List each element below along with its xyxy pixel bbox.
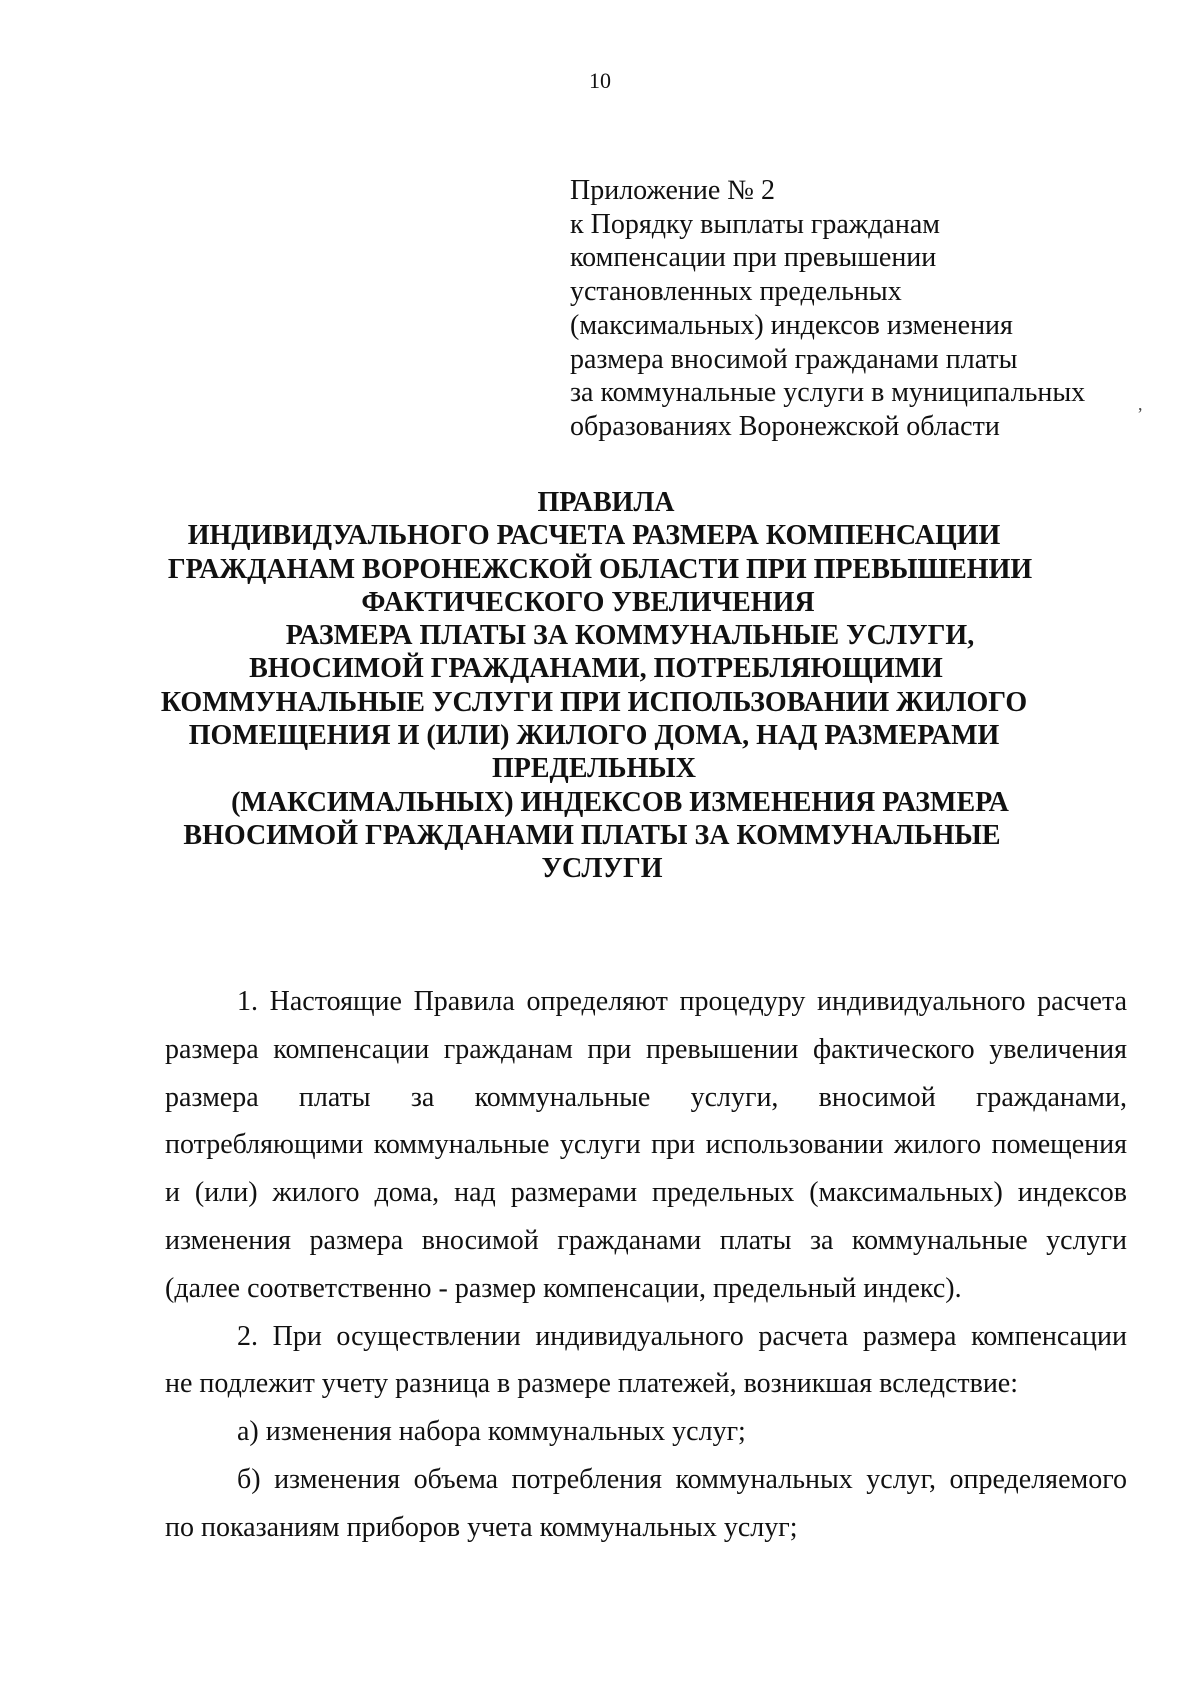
title-line: ПОМЕЩЕНИЯ И (ИЛИ) ЖИЛОГО ДОМА, НАД РАЗМЕРАМИ (188, 720, 1000, 752)
paragraph-line: и (или) жилого дома, над размерами предельных (максимальных) индексов (165, 1177, 1127, 1209)
title-line: (МАКСИМАЛЬНЫХ) ИНДЕКСОВ ИЗМЕНЕНИЯ РАЗМЕРА (231, 786, 1009, 818)
title-line: ВНОСИМОЙ ГРАЖДАНАМИ ПЛАТЫ ЗА КОММУНАЛЬНЫЕ (183, 819, 1001, 851)
appendix-line: установленных предельных (570, 276, 902, 308)
paragraph-line: размера компенсации гражданам при превышении фактического увеличения (165, 1033, 1127, 1065)
document-title (0, 486, 1200, 886)
appendix-reference (570, 174, 1130, 444)
title-line: ФАКТИЧЕСКОГО УВЕЛИЧЕНИЯ (361, 586, 815, 618)
paragraph-line: не подлежит учету разница в размере платежей, возникшая вследствие: (165, 1368, 1019, 1400)
page-number: 10 (589, 68, 611, 93)
title-line: ВНОСИМОЙ ГРАЖДАНАМИ, ПОТРЕБЛЯЮЩИМИ (249, 653, 943, 685)
paragraph-line: 2. При осуществлении индивидуального расчета размера компенсации (237, 1320, 1127, 1352)
list-item: б) изменения объема потребления коммунальных услуг, определяемого (237, 1463, 1127, 1495)
appendix-line: размера вносимой гражданами платы (570, 343, 1018, 375)
paragraph-line: 1. Настоящие Правила определяют процедуру индивидуального расчета (237, 986, 1127, 1017)
title-line: РАЗМЕРА ПЛАТЫ ЗА КОММУНАЛЬНЫЕ УСЛУГИ, (285, 620, 975, 652)
title-line: ИНДИВИДУАЛЬНОГО РАСЧЕТА РАЗМЕРА КОМПЕНСАЦИИ (187, 520, 1001, 552)
paragraph-line: изменения размера вносимой гражданами платы за коммунальные услуги (165, 1224, 1127, 1256)
paragraph-line: потребляющими коммунальные услуги при использовании жилого помещения (165, 1129, 1127, 1161)
title-line: ГРАЖДАНАМ ВОРОНЕЖСКОЙ ОБЛАСТИ ПРИ ПРЕВЫШЕНИИ (167, 553, 1033, 585)
appendix-line: компенсации при превышении (570, 242, 937, 274)
title-line: КОММУНАЛЬНЫЕ УСЛУГИ ПРИ ИСПОЛЬЗОВАНИИ ЖИЛОГО (160, 686, 1028, 718)
paragraph-line: (далее соответственно - размер компенсации, предельный индекс). (165, 1272, 962, 1304)
list-item-continuation: по показаниям приборов учета коммунальных услуг; (165, 1511, 798, 1543)
title-line: ПРЕДЕЛЬНЫХ (492, 753, 696, 785)
appendix-line: к Порядку выплаты гражданам (570, 208, 940, 240)
list-item: а) изменения набора коммунальных услуг; (237, 1416, 746, 1448)
title-line: ПРАВИЛА (537, 487, 675, 518)
paragraph-line: размера платы за коммунальные услуги, вносимой гражданами, (165, 1081, 1127, 1113)
appendix-line: образованиях Воронежской области (570, 410, 1000, 442)
title-line: УСЛУГИ (541, 853, 663, 885)
appendix-line: (максимальных) индексов изменения (570, 309, 1013, 341)
document-body (165, 978, 1127, 1552)
appendix-line: за коммунальные услуги в муниципальных (570, 377, 1086, 409)
stray-mark: , (1138, 394, 1143, 414)
appendix-line: Приложение № 2 (570, 175, 775, 206)
